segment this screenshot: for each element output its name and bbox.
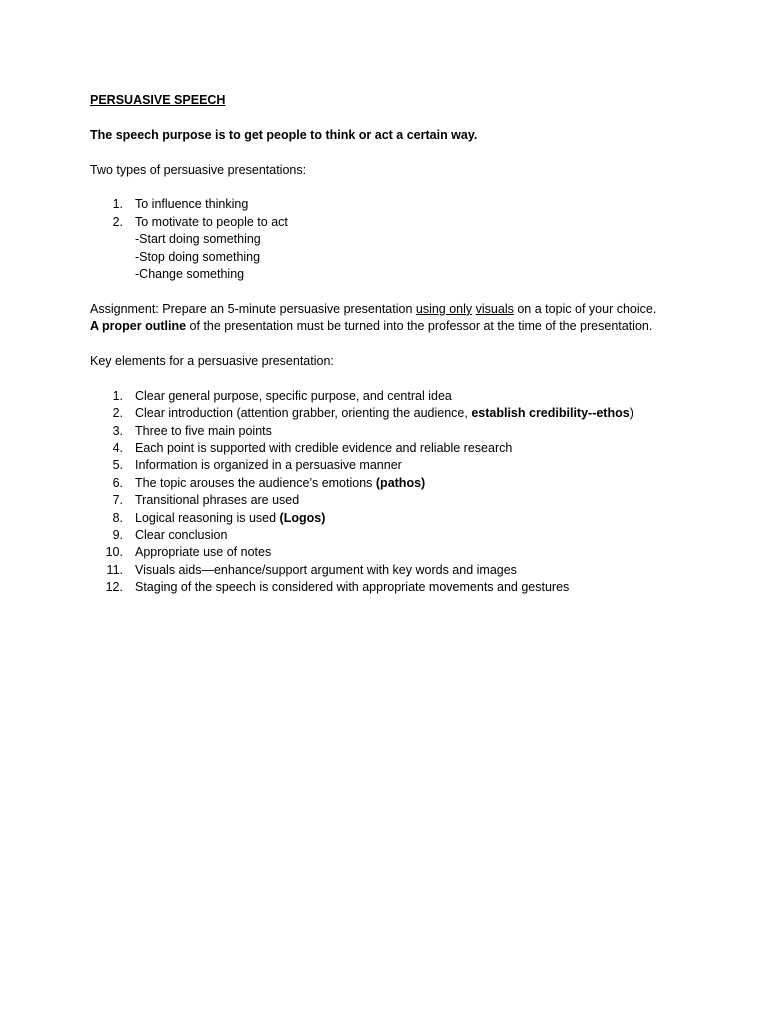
types-intro: Two types of persuasive presentations:	[90, 162, 307, 177]
list-number: 7.	[112, 493, 123, 508]
list-item	[90, 562, 710, 579]
elements-intro: Key elements for a persuasive presentation:	[90, 354, 334, 369]
list-text: Each point is supported with credible evidence and reliable research	[135, 441, 513, 456]
bold-text: establish credibility--ethos	[471, 406, 630, 421]
list-text: Information is organized in a persuasive manner	[135, 458, 402, 473]
document-title: PERSUASIVE SPEECH	[90, 93, 226, 107]
list-text: Clear introduction (attention grabber, orienting the audience, establish credibility--ethos)	[135, 406, 634, 421]
list-item	[90, 492, 710, 509]
list-item	[90, 423, 710, 440]
list-text: The topic arouses the audience’s emotions (pathos)	[135, 475, 426, 490]
list-text: Appropriate use of notes	[135, 545, 272, 560]
list-number: 8.	[112, 510, 123, 525]
types-list	[90, 196, 710, 283]
list-number: 4.	[112, 441, 123, 456]
list-item	[90, 457, 710, 474]
bold-text: (Logos)	[279, 510, 326, 525]
list-item	[90, 527, 710, 544]
list-number: 9.	[112, 528, 123, 543]
list-text: Transitional phrases are used	[135, 493, 300, 508]
list-item	[90, 196, 710, 213]
list-number: 3.	[112, 423, 123, 438]
list-number: 11.	[106, 562, 123, 577]
assignment-text: Assignment: Prepare an 5-minute persuasive presentation	[90, 301, 416, 316]
list-item	[90, 544, 710, 561]
list-item	[90, 405, 710, 422]
elements-list	[90, 388, 710, 597]
list-text: Clear conclusion	[135, 528, 228, 543]
sub-item: -Change something	[135, 267, 245, 282]
list-item	[90, 388, 710, 405]
document-page	[90, 92, 710, 597]
list-text: Clear general purpose, specific purpose, and central idea	[135, 388, 452, 403]
list-number: 10.	[105, 545, 123, 560]
list-number: 1.	[112, 197, 123, 212]
bold-text: (pathos)	[375, 475, 426, 490]
list-text: Logical reasoning is used (Logos)	[135, 510, 326, 525]
sub-item: -Stop doing something	[135, 249, 261, 264]
list-number: 2.	[112, 406, 123, 421]
list-number: 12.	[105, 580, 123, 595]
list-text: To influence thinking	[135, 197, 249, 212]
outline-bold: A proper outline	[90, 319, 187, 334]
list-item	[90, 440, 710, 457]
list-number: 2.	[112, 214, 123, 229]
underlined-text: visuals	[475, 301, 514, 316]
underlined-text: using only	[415, 301, 473, 316]
list-text: To motivate to people to act	[135, 214, 288, 229]
list-text: Visuals aids—enhance/support argument with key words and images	[135, 562, 517, 577]
assignment-line	[90, 301, 710, 318]
sub-item: -Start doing something	[135, 232, 261, 247]
assignment-text: on a topic of your choice.	[513, 301, 657, 316]
list-number: 5.	[112, 458, 123, 473]
list-number: 1.	[112, 388, 123, 403]
purpose-statement: The speech purpose is to get people to think or act a certain way.	[90, 127, 478, 142]
list-item	[90, 579, 710, 596]
list-text: Three to five main points	[135, 423, 272, 438]
list-item	[90, 214, 710, 231]
outline-line	[90, 318, 710, 335]
list-text: Staging of the speech is considered with appropriate movements and gestures	[135, 580, 570, 595]
list-item	[90, 475, 710, 492]
outline-text: of the presentation must be turned into the professor at the time of the presentation.	[186, 319, 653, 334]
list-item	[90, 510, 710, 527]
list-number: 6.	[112, 475, 123, 490]
